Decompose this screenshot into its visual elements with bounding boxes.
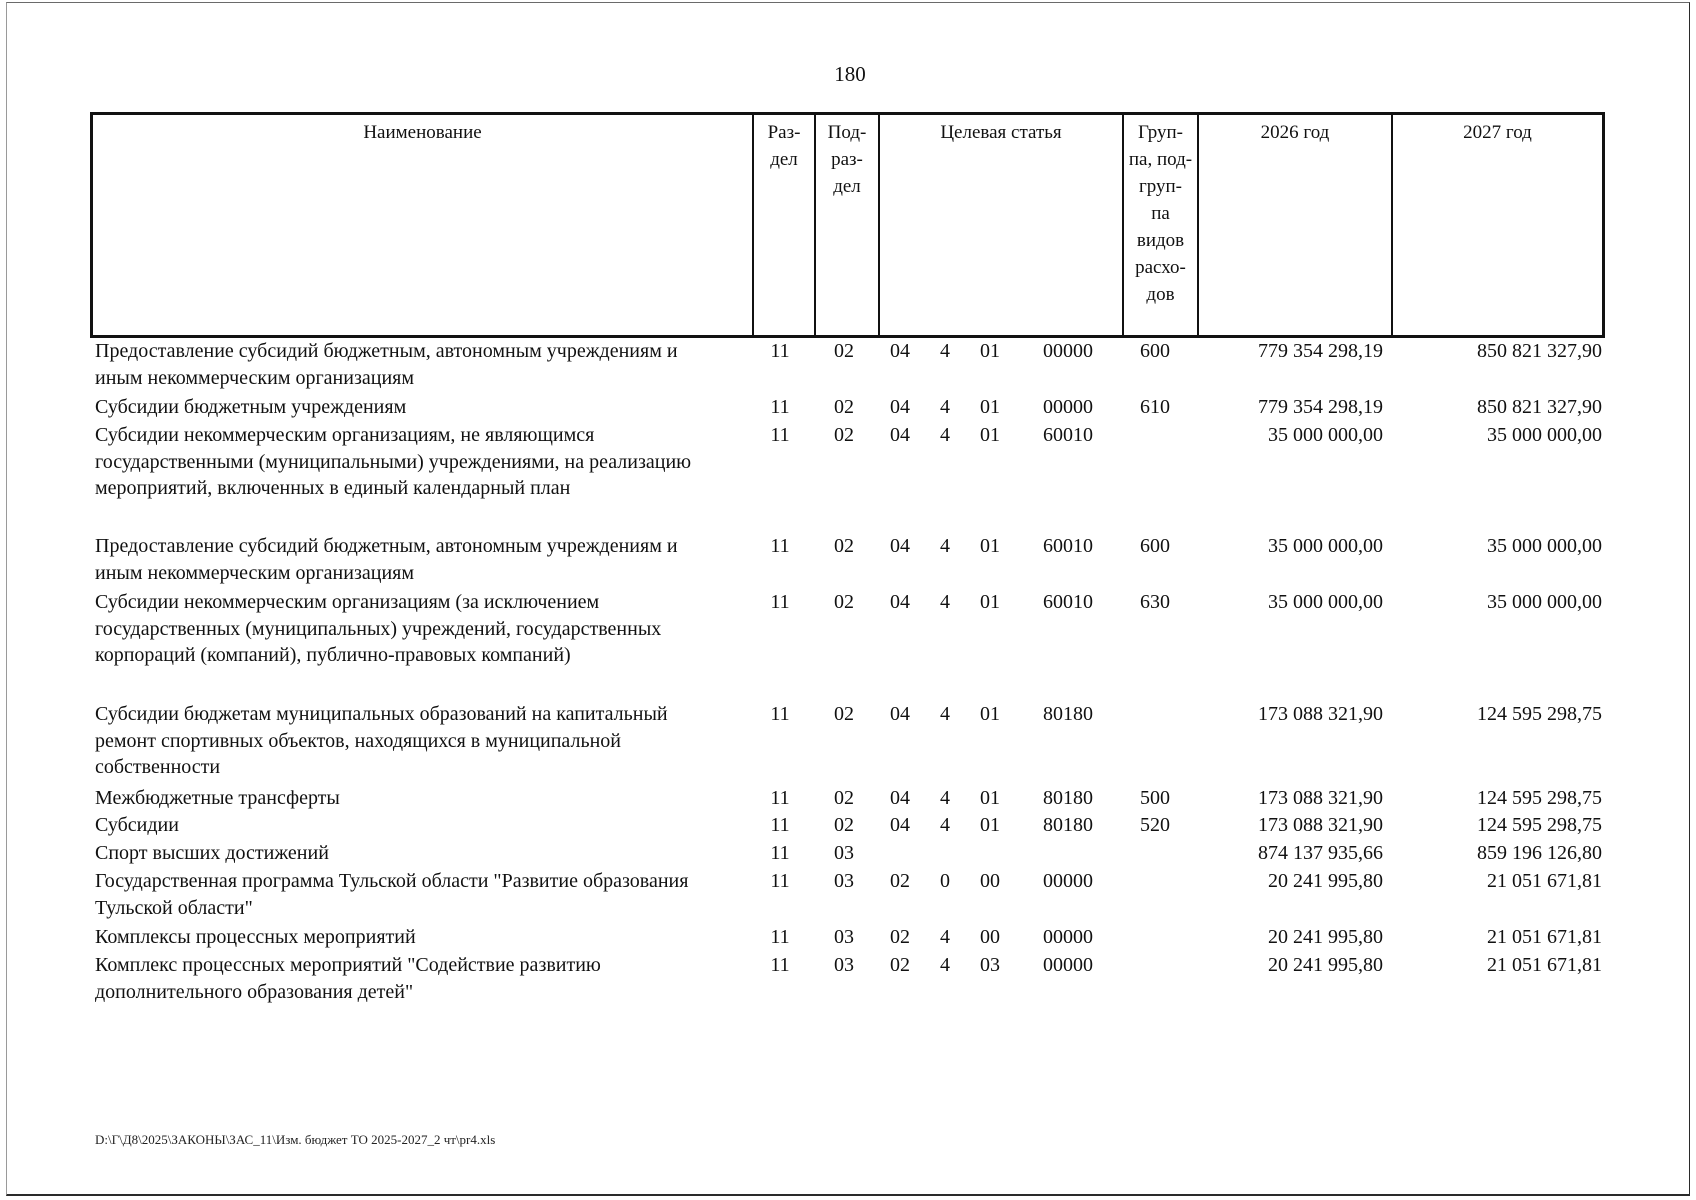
name-line: Межбюджетные трансферты	[95, 787, 340, 809]
header-podrazdel-line: Под-	[827, 122, 867, 143]
header-gruppa-line: дов	[1146, 284, 1175, 305]
name-cell	[95, 422, 745, 502]
gruppa-cell: 600	[1140, 535, 1170, 557]
name-line: дополнительного образования детей"	[95, 980, 414, 1003]
amount-2026-cell: 35 000 000,00	[1268, 535, 1383, 557]
podrazdel-cell: 02	[834, 424, 854, 446]
tselevaya-part2-cell: 4	[940, 814, 950, 836]
razdel-cell: 11	[770, 340, 790, 362]
razdel-cell: 11	[770, 870, 790, 892]
tselevaya-part2-cell: 4	[940, 535, 950, 557]
amount-2026-cell: 20 241 995,80	[1268, 870, 1383, 892]
name-cell	[95, 589, 745, 669]
name-cell	[95, 924, 745, 951]
header-tselevaya-statya: Целевая статья	[878, 115, 1122, 335]
tselevaya-part4-cell: 80180	[1043, 814, 1093, 836]
tselevaya-part4-cell: 80180	[1043, 787, 1093, 809]
podrazdel-cell: 03	[834, 870, 854, 892]
amount-2026-cell: 20 241 995,80	[1268, 926, 1383, 948]
tselevaya-part2-cell: 4	[940, 424, 950, 446]
tselevaya-part3-cell: 03	[980, 954, 1000, 976]
gruppa-cell: 500	[1140, 787, 1170, 809]
razdel-cell: 11	[770, 814, 790, 836]
amount-2027-cell: 850 821 327,90	[1477, 396, 1602, 418]
podrazdel-cell: 02	[834, 340, 854, 362]
tselevaya-part1-cell: 04	[890, 591, 910, 613]
header-gruppa-line: Груп-	[1137, 122, 1184, 143]
tselevaya-part4-cell: 60010	[1043, 591, 1093, 613]
tselevaya-part1-cell: 02	[890, 870, 910, 892]
amount-2027-cell: 21 051 671,81	[1487, 870, 1602, 892]
name-cell	[95, 338, 745, 391]
gruppa-cell: 610	[1140, 396, 1170, 418]
page-number: 180	[834, 62, 866, 86]
name-line: государственными (муниципальными) учреждениями, на реализацию	[95, 450, 692, 473]
tselevaya-part2-cell: 0	[940, 870, 950, 892]
tselevaya-part1-cell: 02	[890, 954, 910, 976]
header-naimenovanie: Наименование	[363, 122, 482, 143]
tselevaya-part3-cell: 01	[980, 396, 1000, 418]
tselevaya-part3-cell: 00	[980, 926, 1000, 948]
table-header	[90, 112, 1605, 338]
razdel-cell: 11	[770, 926, 790, 948]
amount-2027-cell: 21 051 671,81	[1487, 954, 1602, 976]
tselevaya-part2-cell: 4	[940, 926, 950, 948]
tselevaya-part4-cell: 00000	[1043, 396, 1093, 418]
header-podrazdel-line: дел	[833, 176, 861, 197]
name-line: Комплексы процессных мероприятий	[95, 926, 416, 948]
name-line: Субсидии некоммерческим организациям, не являющимся	[95, 424, 595, 446]
amount-2027-cell: 124 595 298,75	[1477, 703, 1602, 725]
name-cell	[95, 868, 745, 921]
tselevaya-part4-cell: 80180	[1043, 703, 1093, 725]
gruppa-cell: 600	[1140, 340, 1170, 362]
podrazdel-cell: 02	[834, 591, 854, 613]
razdel-cell: 11	[770, 591, 790, 613]
header-gruppa-line: видов	[1136, 230, 1185, 251]
podrazdel-cell: 03	[834, 842, 854, 864]
name-cell	[95, 394, 745, 421]
name-line: Спорт высших достижений	[95, 842, 329, 864]
amount-2026-cell: 779 354 298,19	[1258, 396, 1383, 418]
tselevaya-part3-cell: 01	[980, 340, 1000, 362]
amount-2026-cell: 173 088 321,90	[1258, 787, 1383, 809]
tselevaya-part1-cell: 04	[890, 396, 910, 418]
tselevaya-part2-cell: 4	[940, 787, 950, 809]
gruppa-cell: 520	[1140, 814, 1170, 836]
razdel-cell: 11	[770, 396, 790, 418]
amount-2027-cell: 859 196 126,80	[1477, 842, 1602, 864]
razdel-cell: 11	[770, 535, 790, 557]
podrazdel-cell: 03	[834, 954, 854, 976]
tselevaya-part1-cell: 04	[890, 814, 910, 836]
name-cell	[95, 840, 745, 867]
tselevaya-part3-cell: 01	[980, 535, 1000, 557]
podrazdel-cell: 02	[834, 703, 854, 725]
name-line: Комплекс процессных мероприятий "Содействие развитию	[95, 954, 601, 976]
name-cell	[95, 785, 745, 812]
tselevaya-part3-cell: 01	[980, 814, 1000, 836]
header-podrazdel-line: раз-	[831, 149, 863, 170]
tselevaya-part3-cell: 01	[980, 591, 1000, 613]
name-line: иным некоммерческим организациям	[95, 366, 415, 389]
tselevaya-part3-cell: 00	[980, 870, 1000, 892]
name-cell	[95, 533, 745, 586]
name-line: ремонт спортивных объектов, находящихся в муниципальной	[95, 729, 621, 752]
name-line: Тульской области"	[95, 896, 253, 919]
footer-file-path: D:\Г\Д8\2025\ЗАКОНЫ\ЗАС_11\Изм. бюджет ТО 2025-2027_2 чт\pr4.xls	[95, 1132, 496, 1147]
header-gruppa	[1122, 115, 1197, 335]
name-cell	[95, 701, 745, 781]
tselevaya-part4-cell: 60010	[1043, 535, 1093, 557]
name-cell	[95, 812, 745, 839]
razdel-cell: 11	[770, 424, 790, 446]
name-line: Субсидии бюджетным учреждениям	[95, 396, 407, 418]
amount-2026-cell: 35 000 000,00	[1268, 424, 1383, 446]
tselevaya-part3-cell: 01	[980, 424, 1000, 446]
header-gruppa-line: па, под-	[1128, 149, 1193, 170]
tselevaya-part4-cell: 00000	[1043, 954, 1093, 976]
podrazdel-cell: 02	[834, 814, 854, 836]
tselevaya-part2-cell: 4	[940, 703, 950, 725]
tselevaya-part1-cell: 04	[890, 703, 910, 725]
name-line: Предоставление субсидий бюджетным, автономным учреждениям и	[95, 535, 678, 557]
podrazdel-cell: 02	[834, 787, 854, 809]
gruppa-cell: 630	[1140, 591, 1170, 613]
amount-2026-cell: 779 354 298,19	[1258, 340, 1383, 362]
name-line: иным некоммерческим организациям	[95, 561, 415, 584]
header-year-2026: 2026 год	[1197, 115, 1391, 335]
name-line: Субсидии	[95, 814, 179, 836]
tselevaya-part4-cell: 60010	[1043, 424, 1093, 446]
tselevaya-part1-cell: 04	[890, 340, 910, 362]
amount-2027-cell: 21 051 671,81	[1487, 926, 1602, 948]
tselevaya-part1-cell: 04	[890, 535, 910, 557]
amount-2027-cell: 35 000 000,00	[1487, 591, 1602, 613]
tselevaya-part1-cell: 04	[890, 787, 910, 809]
name-line: Государственная программа Тульской области "Развитие образования	[95, 870, 689, 892]
header-razdel	[752, 115, 814, 335]
razdel-cell: 11	[770, 703, 790, 725]
tselevaya-part4-cell: 00000	[1043, 870, 1093, 892]
name-line: государственных (муниципальных) учреждений, государственных	[95, 617, 662, 640]
amount-2027-cell: 35 000 000,00	[1487, 424, 1602, 446]
amount-2027-cell: 124 595 298,75	[1477, 814, 1602, 836]
name-line: корпораций (компаний), публично-правовых компаний)	[95, 644, 571, 666]
tselevaya-part2-cell: 4	[940, 340, 950, 362]
name-cell	[95, 952, 745, 1005]
header-razdel-line: дел	[770, 149, 798, 170]
tselevaya-part2-cell: 4	[940, 591, 950, 613]
header-gruppa-line: груп-	[1138, 176, 1183, 197]
name-line: мероприятий, включенных в единый календарный план	[95, 477, 571, 499]
header-year-2027: 2027 год	[1391, 115, 1602, 335]
header-gruppa-line: расхо-	[1135, 257, 1186, 278]
tselevaya-part1-cell: 04	[890, 424, 910, 446]
podrazdel-cell: 03	[834, 926, 854, 948]
header-gruppa-line: па	[1151, 203, 1170, 224]
name-line: Предоставление субсидий бюджетным, автономным учреждениям и	[95, 340, 678, 362]
header-razdel-line: Раз-	[767, 122, 801, 143]
amount-2026-cell: 173 088 321,90	[1258, 703, 1383, 725]
razdel-cell: 11	[770, 787, 790, 809]
amount-2026-cell: 20 241 995,80	[1268, 954, 1383, 976]
amount-2026-cell: 173 088 321,90	[1258, 814, 1383, 836]
razdel-cell: 11	[770, 954, 790, 976]
amount-2027-cell: 35 000 000,00	[1487, 535, 1602, 557]
tselevaya-part3-cell: 01	[980, 703, 1000, 725]
podrazdel-cell: 02	[834, 535, 854, 557]
tselevaya-part4-cell: 00000	[1043, 340, 1093, 362]
podrazdel-cell: 02	[834, 396, 854, 418]
tselevaya-part1-cell: 02	[890, 926, 910, 948]
tselevaya-part2-cell: 4	[940, 396, 950, 418]
name-line: Субсидии некоммерческим организациям (за исключением	[95, 591, 600, 613]
tselevaya-part4-cell: 00000	[1043, 926, 1093, 948]
name-line: Субсидии бюджетам муниципальных образований на капитальный	[95, 703, 668, 725]
amount-2027-cell: 124 595 298,75	[1477, 787, 1602, 809]
amount-2027-cell: 850 821 327,90	[1477, 340, 1602, 362]
name-line: собственности	[95, 756, 221, 778]
tselevaya-part2-cell: 4	[940, 954, 950, 976]
tselevaya-part3-cell: 01	[980, 787, 1000, 809]
amount-2026-cell: 874 137 935,66	[1258, 842, 1383, 864]
amount-2026-cell: 35 000 000,00	[1268, 591, 1383, 613]
header-podrazdel	[814, 115, 878, 335]
razdel-cell: 11	[770, 842, 790, 864]
